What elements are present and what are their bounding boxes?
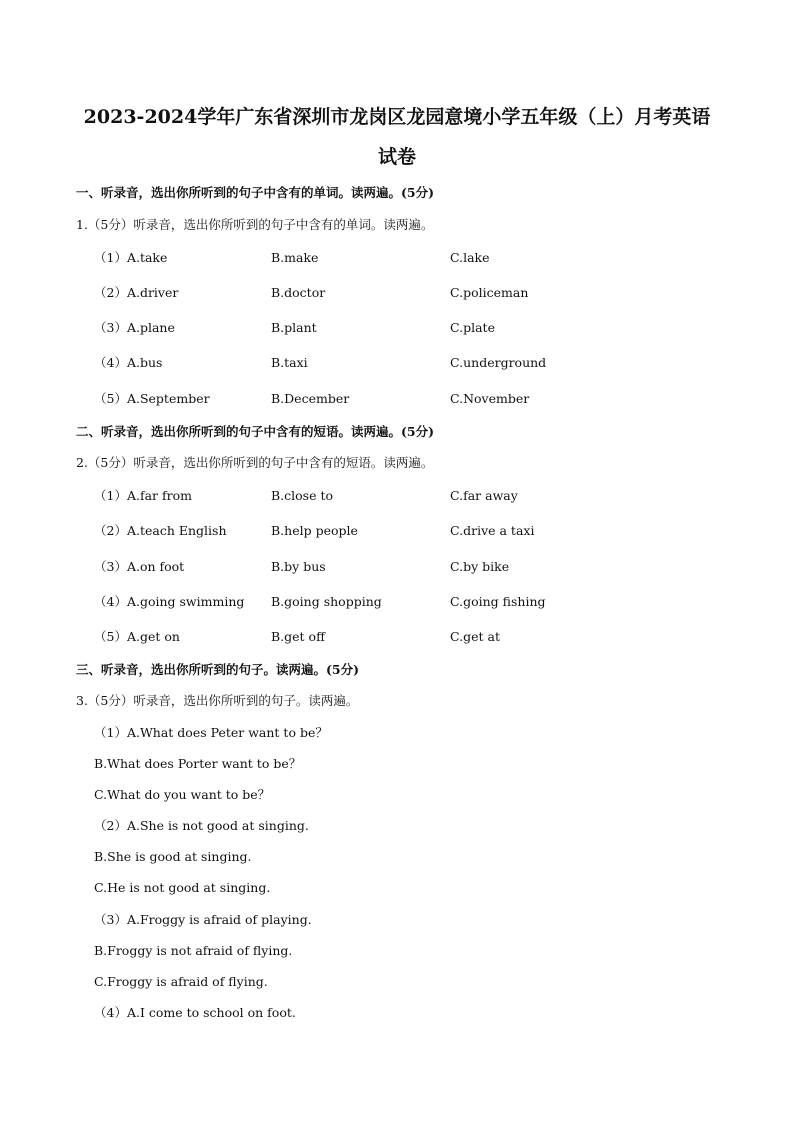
option-c: C.get at [450, 629, 500, 644]
option-c: C.underground [450, 355, 547, 370]
option-a: （5）A.September [94, 391, 210, 406]
q3-sub3-option-c: C.Froggy is afraid of flying. [94, 974, 268, 989]
section-2-heading: 二、听录音，选出你所听到的句子中含有的短语。读两遍。(5分) [76, 424, 435, 439]
q3-sub1-option-a: （1）A.What does Peter want to be？ [94, 725, 328, 740]
q1-option-row [94, 390, 714, 408]
section-1-heading: 一、听录音，选出你所听到的句子中含有的单词。读两遍。(5分) [76, 185, 435, 200]
q2-option-row [94, 522, 714, 540]
option-c: C.lake [450, 250, 490, 265]
option-c: C.November [450, 391, 530, 406]
q3-sub2-option-a: （2）A.She is not good at singing. [94, 818, 309, 833]
option-c: C.going fishing [450, 594, 546, 609]
question-1-prompt: 1.（5分）听录音，选出你所听到的句子中含有的单词。读两遍。 [76, 217, 434, 232]
option-b: B.doctor [271, 285, 326, 300]
q3-sub1-option-c: C.What do you want to be？ [94, 787, 271, 802]
option-a: （1）A.take [94, 250, 168, 265]
option-b: B.December [271, 391, 350, 406]
q3-sub2-option-c: C.He is not good at singing. [94, 880, 271, 895]
exam-title-line-2: 试卷 [377, 146, 416, 168]
option-b: B.help people [271, 523, 358, 538]
option-b: B.make [271, 250, 319, 265]
q2-option-row [94, 558, 714, 576]
q2-option-row [94, 487, 714, 505]
option-b: B.going shopping [271, 594, 382, 609]
q3-sub1-option-b: B.What does Porter want to be？ [94, 756, 302, 771]
option-a: （4）A.bus [94, 355, 163, 370]
q2-option-row [94, 593, 714, 611]
option-c: C.plate [450, 320, 495, 335]
option-c: C.far away [450, 488, 518, 503]
q3-sub3-option-b: B.Froggy is not afraid of flying. [94, 943, 293, 958]
q3-sub2-option-b: B.She is good at singing. [94, 849, 252, 864]
option-a: （2）A.driver [94, 285, 179, 300]
q1-option-row [94, 354, 714, 372]
q3-sub3-option-a: （3）A.Froggy is afraid of playing. [94, 912, 312, 927]
q1-option-row [94, 319, 714, 337]
section-3-heading: 三、听录音，选出你所听到的句子。读两遍。(5分) [76, 662, 360, 677]
option-a: （5）A.get on [94, 629, 180, 644]
q3-sub4-option-a: （4）A.I come to school on foot. [94, 1005, 296, 1020]
option-a: （4）A.going swimming [94, 594, 245, 609]
option-b: B.close to [271, 488, 334, 503]
exam-title-line-1: 2023-2024学年广东省深圳市龙岗区龙园意境小学五年级（上）月考英语 [83, 106, 711, 128]
option-b: B.get off [271, 629, 325, 644]
option-b: B.taxi [271, 355, 308, 370]
q2-option-row [94, 628, 714, 646]
option-a: （3）A.on foot [94, 559, 185, 574]
option-a: （2）A.teach English [94, 523, 227, 538]
option-b: B.plant [271, 320, 317, 335]
option-c: C.policeman [450, 285, 529, 300]
option-c: C.by bike [450, 559, 510, 574]
option-b: B.by bus [271, 559, 326, 574]
option-c: C.drive a taxi [450, 523, 535, 538]
option-a: （1）A.far from [94, 488, 192, 503]
q1-option-row [94, 284, 714, 302]
question-3-prompt: 3.（5分）听录音，选出你所听到的句子。读两遍。 [76, 693, 359, 708]
question-2-prompt: 2.（5分）听录音，选出你所听到的句子中含有的短语。读两遍。 [76, 455, 434, 470]
option-a: （3）A.plane [94, 320, 175, 335]
q1-option-row [94, 249, 714, 267]
